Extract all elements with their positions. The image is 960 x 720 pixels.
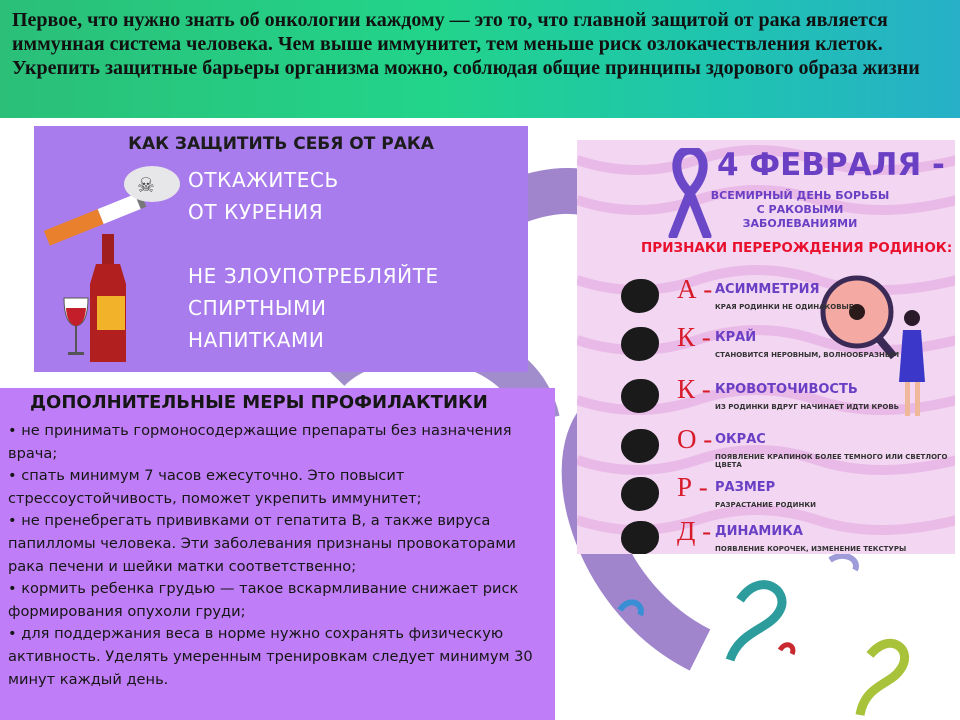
sign-desc: ПОЯВЛЕНИЕ КОРОЧЕК, ИЗМЕНЕНИЕ ТЕКСТУРЫ xyxy=(715,545,907,553)
alcohol-line3: НАПИТКАМИ xyxy=(188,328,325,352)
list-item: • для поддержания веса в норме нужно сохранять физическую активность. Уделять умеренным тренировкам следует минимум 30 минут каждый день. xyxy=(8,625,533,688)
mole-icon xyxy=(621,429,659,463)
sign-row-asymmetry xyxy=(577,276,955,328)
prevention-measures-title: ДОПОЛНИТЕЛЬНЫЕ МЕРЫ ПРОФИЛАКТИКИ xyxy=(30,392,488,413)
protect-card-title: КАК ЗАЩИТИТЬ СЕБЯ ОТ РАКА xyxy=(128,134,434,154)
mole-signs-title: ПРИЗНАКИ ПЕРЕРОЖДЕНИЯ РОДИНОК: xyxy=(641,240,953,256)
header-text: Первое, что нужно знать об онкологии каждому — это то, что главной защитой от рака является иммунная система человека. Чем выше иммунитет, тем меньше риск озлокачествления клеток. Укрепить защитные барьеры организма можно, соблюдая общие принципы здорового образа жизни xyxy=(12,9,920,79)
mole-icon xyxy=(621,279,659,313)
list-item: • кормить ребенка грудью — такое вскармливание снижает риск формирования опухоли груди; xyxy=(8,580,519,620)
sign-desc: ИЗ РОДИНКИ ВДРУГ НАЧИНАЕТ ИДТИ КРОВЬ xyxy=(715,403,900,411)
sign-label: КРОВОТОЧИВОСТЬ xyxy=(715,382,858,397)
quit-smoking-line2: ОТ КУРЕНИЯ xyxy=(188,200,324,224)
list-item: • не пренебрегать прививками от гепатита B, а также вируса папилломы человека. Эти заболевания признаны провокаторами рака печени и шейки матки соответственно; xyxy=(8,512,516,575)
sign-letter: К - xyxy=(677,374,711,404)
lavender-ribbon-icon xyxy=(830,556,856,570)
quit-smoking-line1: ОТКАЖИТЕСЬ xyxy=(188,168,339,192)
sign-desc: СТАНОВИТСЯ НЕРОВНЫМ, ВОЛНООБРАЗНЫМ xyxy=(715,351,900,359)
sign-desc: ПОЯВЛЕНИЕ КРАПИНОК БОЛЕЕ ТЕМНОГО ИЛИ СВЕТЛОГО ЦВЕТА xyxy=(715,453,948,469)
sign-label: ДИНАМИКА xyxy=(715,524,803,539)
sign-row-bleeding xyxy=(577,376,955,428)
sign-desc: КРАЯ РОДИНКИ НЕ ОДИНАКОВЫЕ xyxy=(715,303,854,311)
sign-label: АСИММЕТРИЯ xyxy=(715,282,820,297)
red-ribbon-icon xyxy=(780,645,793,654)
alcohol-line1: НЕ ЗЛОУПОТРЕБЛЯЙТЕ xyxy=(188,264,439,288)
mole-icon xyxy=(621,477,659,511)
sign-row-dynamics xyxy=(577,518,955,554)
list-item: • не принимать гормоносодержащие препараты без назначения врача; xyxy=(8,422,512,462)
sign-letter: А - xyxy=(677,274,713,304)
prevention-measures-card xyxy=(0,388,555,720)
list-item: • спать минимум 7 часов ежесуточно. Это повысит стрессоустойчивость, поможет укрепить иммунитет; xyxy=(8,467,422,507)
alcohol-line2: СПИРТНЫМИ xyxy=(188,296,327,320)
teal-ribbon-icon xyxy=(730,585,782,660)
sign-row-edge xyxy=(577,324,955,376)
cigarette-icon xyxy=(34,156,184,246)
prevention-measures-list xyxy=(8,420,548,691)
wine-bottle-icon xyxy=(60,234,170,364)
sign-label: КРАЙ xyxy=(715,330,757,345)
mole-icon xyxy=(621,327,659,361)
feb-4-card xyxy=(577,140,955,554)
sign-letter: К - xyxy=(677,322,711,352)
sign-letter: О - xyxy=(677,424,713,454)
mole-icon xyxy=(621,379,659,413)
sign-label: ОКРАС xyxy=(715,432,766,447)
svg-text:☠: ☠ xyxy=(137,175,155,197)
header-banner xyxy=(0,0,960,118)
sign-desc: РАЗРАСТАНИЕ РОДИНКИ xyxy=(715,501,816,509)
green-ribbon-icon xyxy=(860,643,905,715)
feb-4-title: 4 ФЕВРАЛЯ - xyxy=(717,147,945,183)
mole-icon xyxy=(621,521,659,554)
sign-letter: Д - xyxy=(677,516,712,546)
protect-card xyxy=(34,126,528,372)
sign-label: РАЗМЕР xyxy=(715,480,776,495)
feb-4-subtitle: ВСЕМИРНЫЙ ДЕНЬ БОРЬБЫ С РАКОВЫМИ ЗАБОЛЕВАНИЯМИ xyxy=(710,189,890,230)
sign-letter: Р - xyxy=(677,472,708,502)
sign-row-color xyxy=(577,426,955,478)
